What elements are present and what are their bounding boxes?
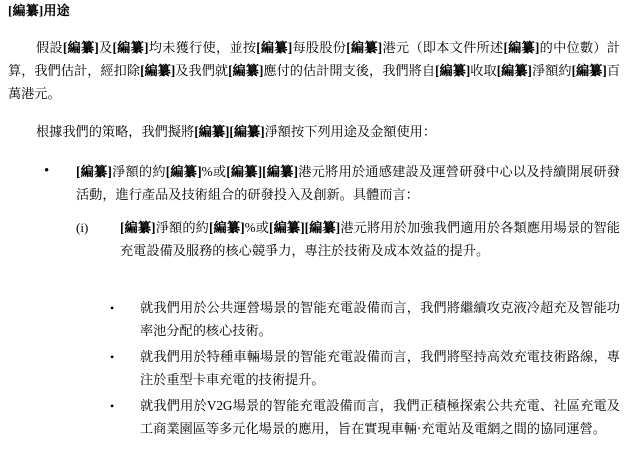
paragraph-assumption: 假設[編纂]及[編纂]均未獲行使，並按[編纂]每股股份[編纂]港元（即本文件所述[編纂]的中位數）計算，我們估計，經扣除[編纂]及我們就[編纂]應付的估計開支後，我們將自[編纂]收取[編纂]淨額約[編纂]百萬港元。 bbox=[8, 40, 621, 101]
list-item-text: [編纂]淨額的約[編纂]%或[編纂][編纂]港元將用於加強我們適用於各類應用場景的智能充電設備及服務的核心競爭力，專注於技術及成本效益的提升。 bbox=[120, 220, 620, 258]
list-item bbox=[76, 216, 620, 262]
list-item-text: 就我們用於公共運營場景的智能充電設備而言，我們將繼續攻克液冷超充及智能功率池分配的核心技術。 bbox=[140, 300, 620, 338]
bullet-marker-icon: • bbox=[110, 399, 115, 413]
list-item bbox=[110, 394, 620, 440]
list-item-text: 就我們用於特種車輛場景的智能充電設備而言，我們將堅持高效充電技術路線，專注於重型卡車充電的技術提升。 bbox=[140, 349, 620, 387]
roman-marker: (i) bbox=[76, 220, 89, 235]
bullet-marker-icon: • bbox=[110, 350, 115, 364]
bullet-marker-icon: • bbox=[110, 301, 115, 315]
bullet-marker-icon: • bbox=[44, 163, 50, 179]
list-item-text: [編纂]淨額的約[編纂]%或[編纂][編纂]港元將用於通感建設及運營研發中心以及持續開展研發活動，進行產品及技術組合的研發投入及創新。具體而言： bbox=[76, 164, 620, 202]
paragraph-strategy: 根據我們的策略，我們擬將[編纂][編纂]淨額按下列用途及金額使用： bbox=[36, 124, 437, 139]
page-title: [編纂]用途 bbox=[8, 3, 70, 18]
list-item bbox=[110, 345, 620, 391]
list-item bbox=[110, 296, 620, 342]
list-item bbox=[44, 160, 620, 206]
list-item-text: 就我們用於V2G場景的智能充電設備而言，我們正積極探索公共充電、社區充電及工商業園區等多元化場景的應用，旨在實現車輛·充電站及電網之間的協同運營。 bbox=[140, 398, 620, 436]
